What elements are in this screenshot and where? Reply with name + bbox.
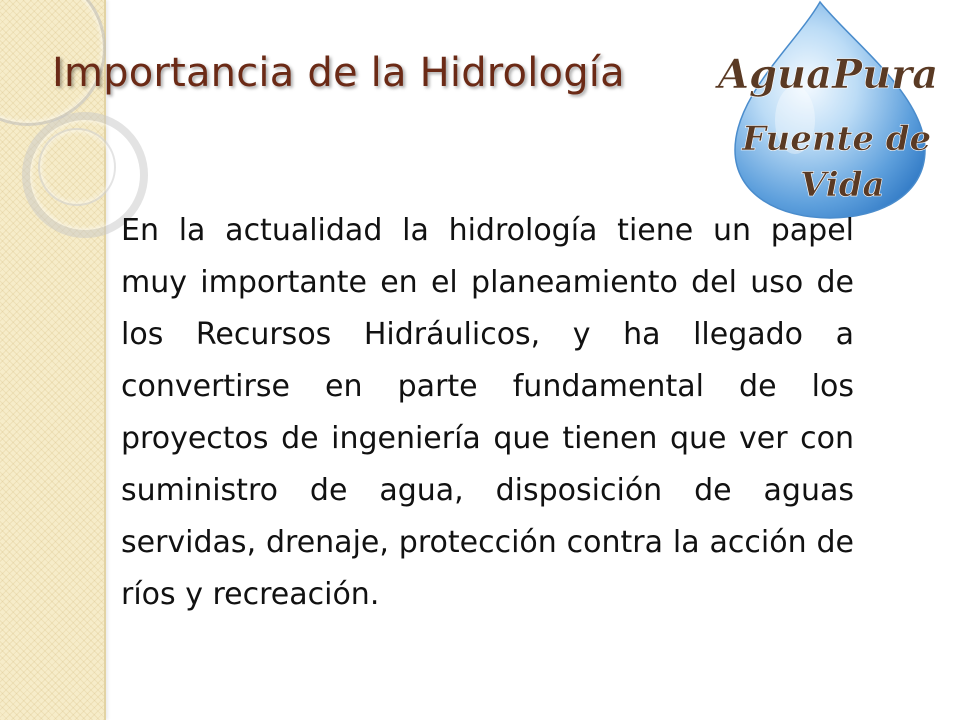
slide-body-text: En la actualidad la hidrología tiene un papel muy importante en el planeamiento del uso de los Recursos Hidráulicos, y ha llegado a convertirse en parte fundamental de los proyectos de ingeniería que tienen que ver con suministro de agua, disposición de aguas servidas, drenaje, protección contra la acción de ríos y recreación. (121, 213, 854, 612)
slide-title: Importancia de la Hidrología (52, 50, 625, 96)
logo-line-3: Vida (800, 165, 885, 205)
agua-pura-logo (700, 0, 960, 220)
water-drop-icon (700, 0, 960, 220)
logo-line-2: Fuente de (742, 119, 932, 159)
decorative-ring (38, 128, 116, 206)
logo-line-1: AguaPura (718, 51, 939, 98)
